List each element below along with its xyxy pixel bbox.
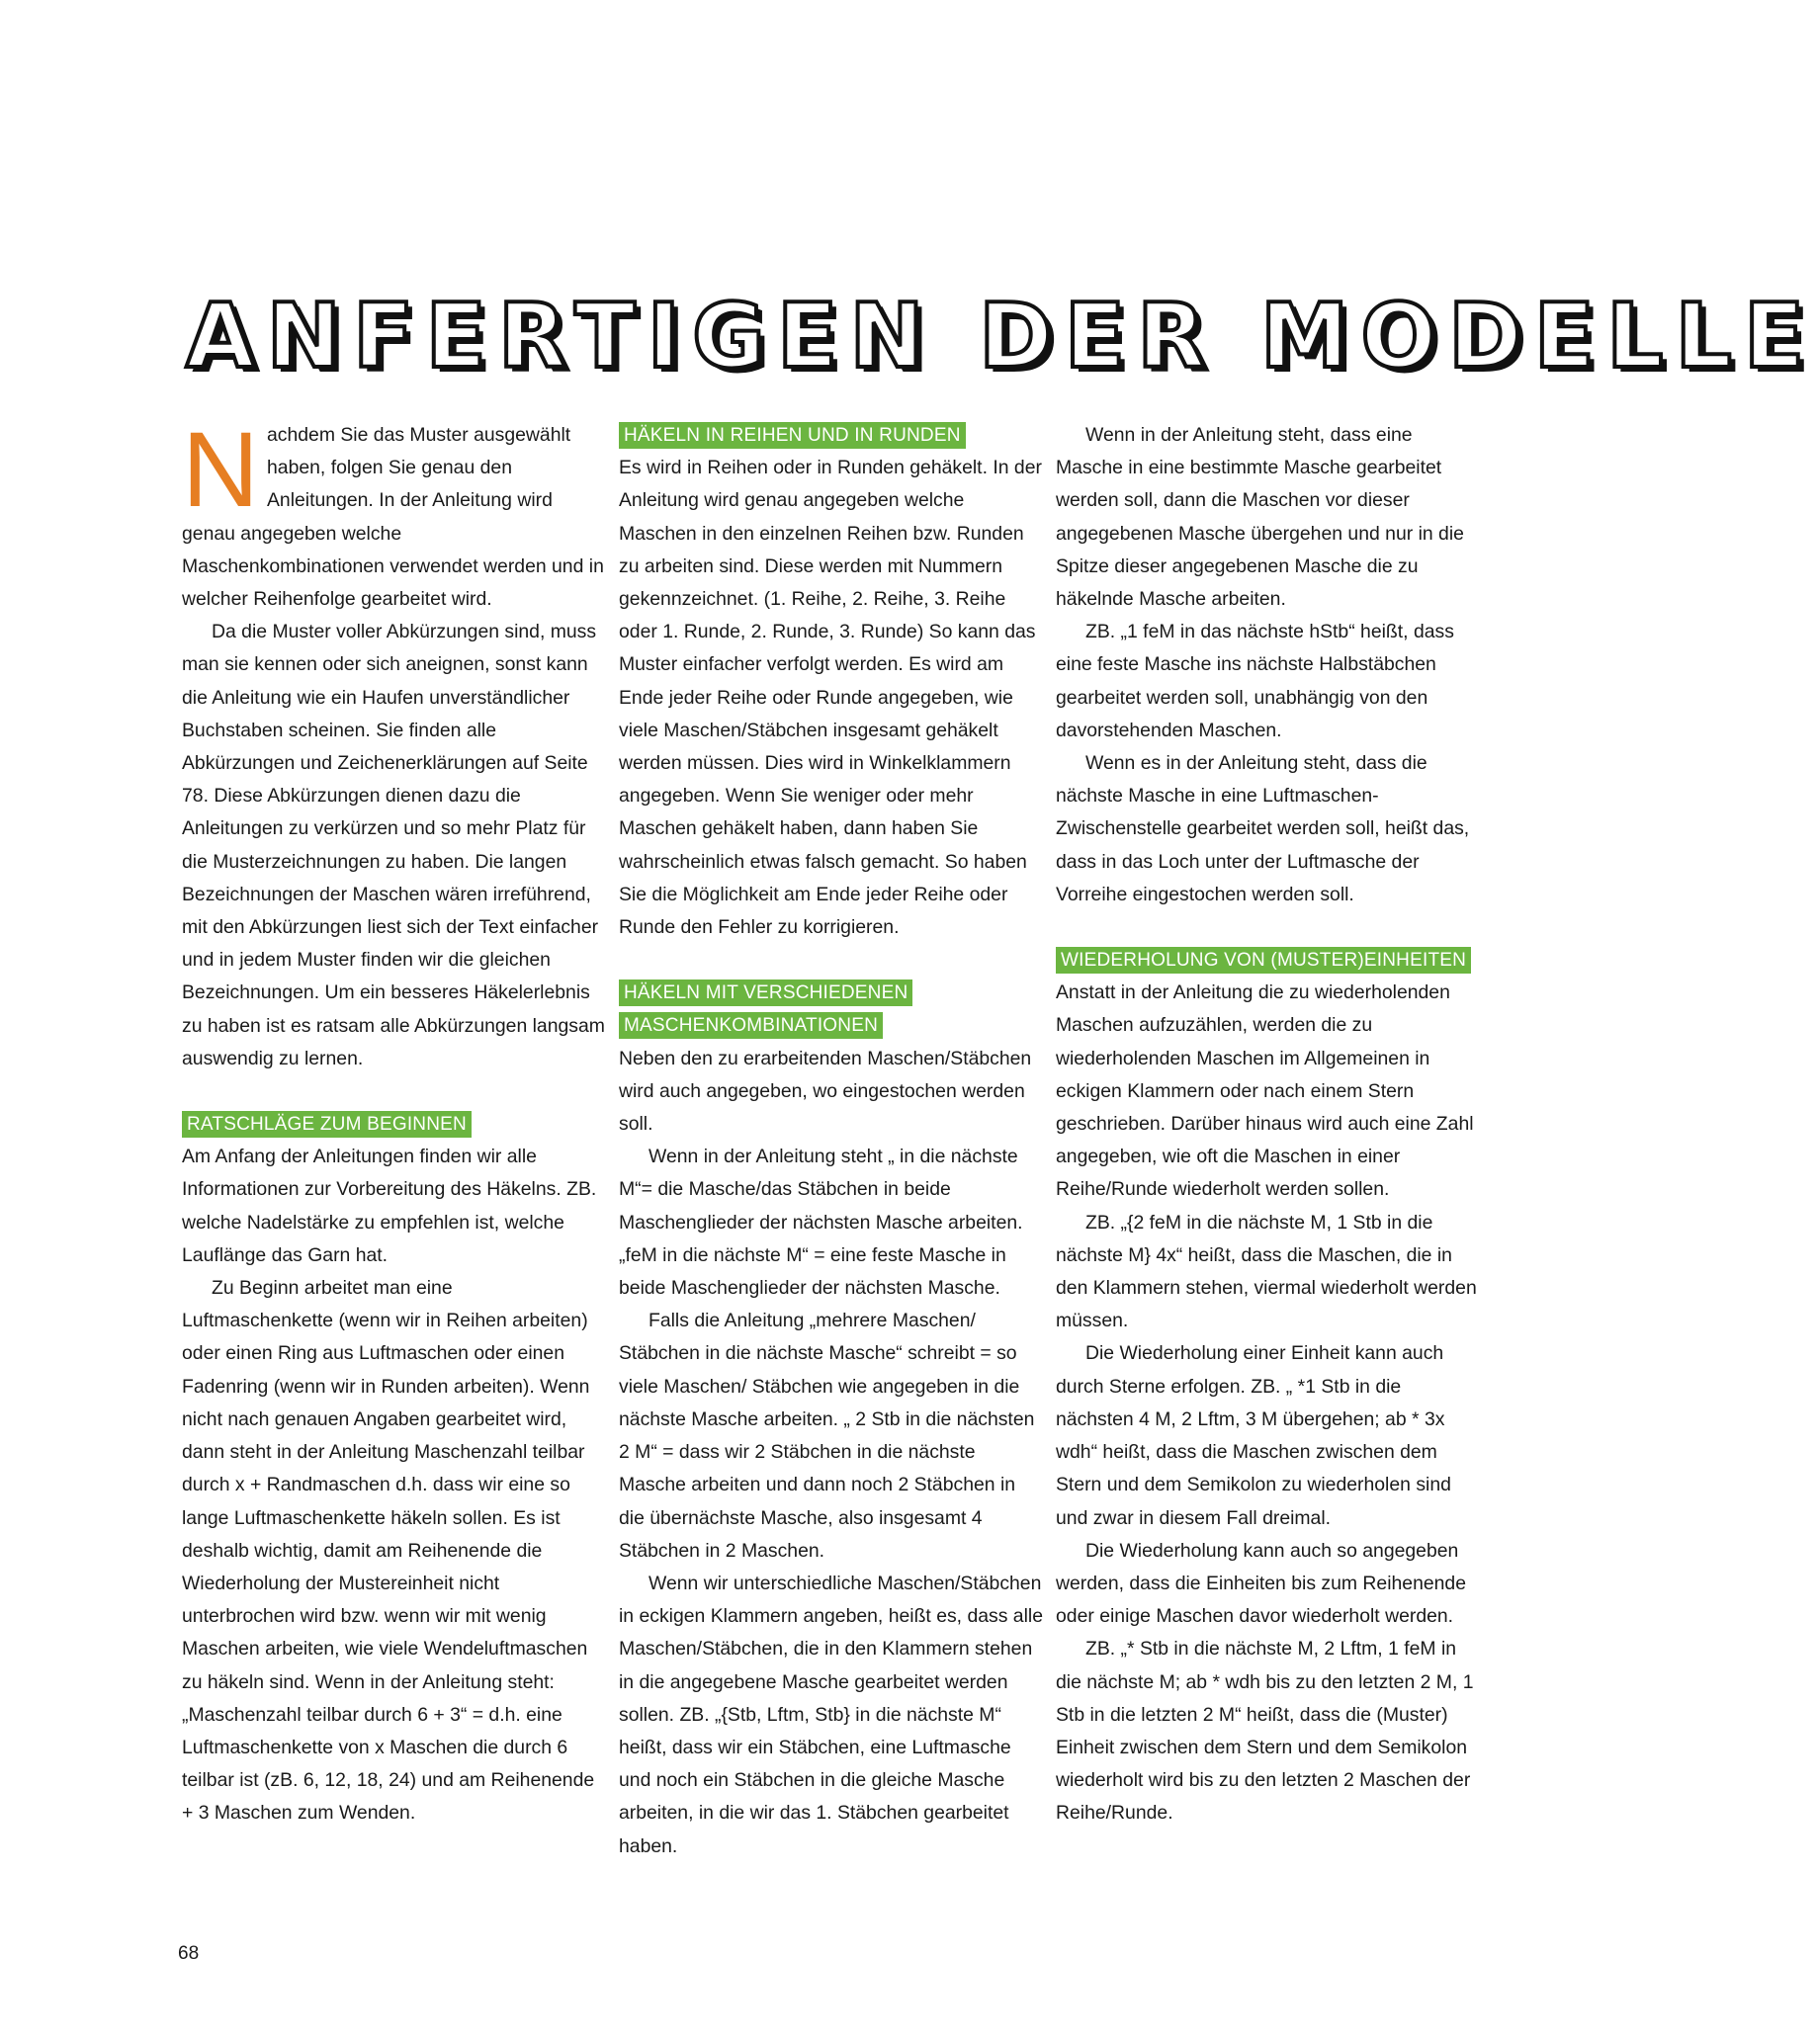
paragraph: ZB. „{2 feM in die nächste M, 1 Stb in die nächste M} 4x“ heißt, dass die Maschen, die in den Klammern stehen, viermal wiederholt werden müssen. [1056,1211,1477,1332]
paragraph: Die Wiederholung kann auch so angegeben werden, dass die Einheiten bis zum Reihenende oder einige Maschen davor wiederholt werden. [1056,1539,1467,1628]
column-1 [182,409,607,1831]
section-heading: HÄKELN MIT VERSCHIEDENEN [619,979,912,1006]
paragraph: Am Anfang der Anleitungen finden wir alle Informationen zur Vorbereitung des Häkelns. ZB. welche Nadelstärke zu empfehlen ist, welche Lauflänge das Garn hat. [182,1146,597,1266]
page-title: ANFERTIGEN DER MODELLE [186,285,1816,388]
paragraph: Wenn in der Anleitung steht, dass eine Masche in eine bestimmte Masche gearbeitet werden soll, dann die Maschen vor dieser angegebenen Masche übergehen und nur in die Spitze dieser angegebenen Masche die zu häkelnde Masche arbeiten. [1056,424,1464,611]
paragraph: Falls die Anleitung „mehrere Maschen/ Stäbchen in die nächste Masche“ schreibt = so viele Maschen/ Stäbchen wie angegeben in die nächste Masche arbeiten. „ 2 Stb in die nächsten 2 M“ = dass wir 2 Stäbchen in die nächste Masche arbeiten und dann noch 2 Stäbchen in die übernächste Masche, also insgesamt 4 Stäbchen in 2 Maschen. [619,1310,1035,1562]
paragraph: Wenn in der Anleitung steht „ in die nächste M“= die Masche/das Stäbchen in beide Maschenglieder der nächsten Masche arbeiten. „feM in die nächste M“ = eine feste Masche in beide Maschenglieder der nächsten Masche. [619,1146,1023,1300]
section-heading: MASCHENKOMBINATIONEN [619,1012,883,1039]
column-2 [619,419,1044,1863]
intro-text: achdem Sie das Muster ausgewählt haben, folgen Sie genau den Anleitungen. In der Anleitung wird genau angegeben welche Maschenkombinationen verwendet werden und in welcher Reihenfolge gearbeitet wird. [182,424,604,611]
paragraph: ZB. „* Stb in die nächste M, 2 Lftm, 1 feM in die nächste M; ab * wdh bis zu den letzten 2 M, 1 Stb in die letzten 2 M“ heißt, dass die (Muster) Einheit zwischen dem Stern und dem Semikolon wiederholt wird bis zu den letzten 2 Maschen der Reihe/Runde. [1056,1638,1474,1825]
paragraph: Wenn wir unterschiedliche Maschen/Stäbchen in eckigen Klammern angeben, heißt es, dass alle Maschen/Stäbchen, die in den Klammern stehen in die angegebene Masche gearbeitet werden sollen. ZB. „{Stb, Lftm, Stb} in die nächste M“ heißt, dass wir ein Stäbchen, eine Luftmasche und noch ein Stäbchen in die gleiche Masche arbeiten, in die wir das 1. Stäbchen gearbeitet haben. [619,1572,1043,1857]
section-heading: HÄKELN IN REIHEN UND IN RUNDEN [619,422,966,449]
paragraph: Da die Muster voller Abkürzungen sind, muss man sie kennen oder sich aneignen, sonst kann die Anleitung wie ein Haufen unverständlicher Buchstaben scheinen. Sie finden alle Abkürzungen und Zeichenerklärungen auf Seite 78. Diese Abkürzungen dienen dazu die Anleitungen zu verkürzen und so mehr Platz für die Musterzeichnungen zu haben. Die langen Bezeichnungen der Maschen wären irreführend, mit den Abkürzungen liest sich der Text einfacher und in jedem Muster finden wir die gleichen Bezeichnungen. Um ein besseres Häkelerlebnis zu haben ist es ratsam alle Abkürzungen langsam auswendig zu lernen. [182,621,605,1069]
drop-cap: N [182,409,259,529]
paragraph: Anstatt in der Anleitung die zu wiederholenden Maschen aufzuzählen, werden die zu wiederholenden Maschen im Allgemeinen in eckigen Klammern oder nach einem Stern geschrieben. Darüber hinaus wird auch eine Zahl angegeben, wie oft die Maschen in einer Reihe/Runde wiederholt werden sollen. [1056,981,1474,1201]
paragraph: Wenn es in der Anleitung steht, dass die nächste Masche in eine Luftmaschen-Zwischenstelle gearbeitet werden soll, heißt das, dass in das Loch unter der Luftmasche der Vorreihe eingestochen werden soll. [1056,752,1470,905]
section-heading: WIEDERHOLUNG VON (MUSTER)EINHEITEN [1056,947,1471,974]
paragraph: ZB. „1 feM in das nächste hStb“ heißt, dass eine feste Masche ins nächste Halbstäbchen gearbeitet werden soll, unabhängig von den davorstehenden Maschen. [1056,621,1454,741]
paragraph: Zu Beginn arbeitet man eine Luftmaschenkette (wenn wir in Reihen arbeiten) oder einen Ring aus Luftmaschen oder einen Fadenring (wenn wir in Runden arbeiten). Wenn nicht nach genauen Angaben gearbeitet wird, dann steht in der Anleitung Maschenzahl teilbar durch x + Randmaschen d.h. dass wir eine so lange Luftmaschenkette häkeln sollen. Es ist deshalb wichtig, damit am Reihenende die Wiederholung der Mustereinheit nicht unterbrochen wird bzw. wenn wir mit wenig Maschen arbeiten, wie viele Wendeluftmaschen zu häkeln sind. Wenn in der Anleitung steht: „Maschenzahl teilbar durch 6 + 3“ = d.h. eine Luftmaschenkette von x Maschen die durch 6 teilbar ist (zB. 6, 12, 18, 24) und am Reihenende + 3 Maschen zum Wenden. [182,1277,595,1825]
paragraph: Neben den zu erarbeitenden Maschen/Stäbchen wird auch angegeben, wo eingestochen werden soll. [619,1047,1032,1136]
intro-paragraph [182,409,607,616]
page-number: 68 [178,1943,200,1964]
paragraph: Die Wiederholung einer Einheit kann auch durch Sterne erfolgen. ZB. „ *1 Stb in die nächsten 4 M, 2 Lftm, 3 M übergehen; ab * 3x wdh“ heißt, dass die Maschen zwischen dem Stern und dem Semikolon zu wiederholen sind und zwar in diesem Fall dreimal. [1056,1342,1451,1529]
paragraph: Es wird in Reihen oder in Runden gehäkelt. In der Anleitung wird genau angegeben welche Maschen in den einzelnen Reihen bzw. Runden zu arbeiten sind. Diese werden mit Nummern gekennzeichnet. (1. Reihe, 2. Reihe, 3. Reihe oder 1. Runde, 2. Runde, 3. Runde) So kann das Muster einfacher verfolgt werden. Es wird am Ende jeder Reihe oder Runde angegeben, wie viele Maschen/Stäbchen insgesamt gehäkelt werden müssen. Dies wird in Winkelklammern angegeben. Wenn Sie weniger oder mehr Maschen gehäkelt haben, dann haben Sie wahrscheinlich etwas falsch gemacht. So haben Sie die Möglichkeit am Ende jeder Reihe oder Runde den Fehler zu korrigieren. [619,457,1042,939]
section-heading: RATSCHLÄGE ZUM BEGINNEN [182,1111,472,1138]
column-3 [1056,419,1481,1831]
